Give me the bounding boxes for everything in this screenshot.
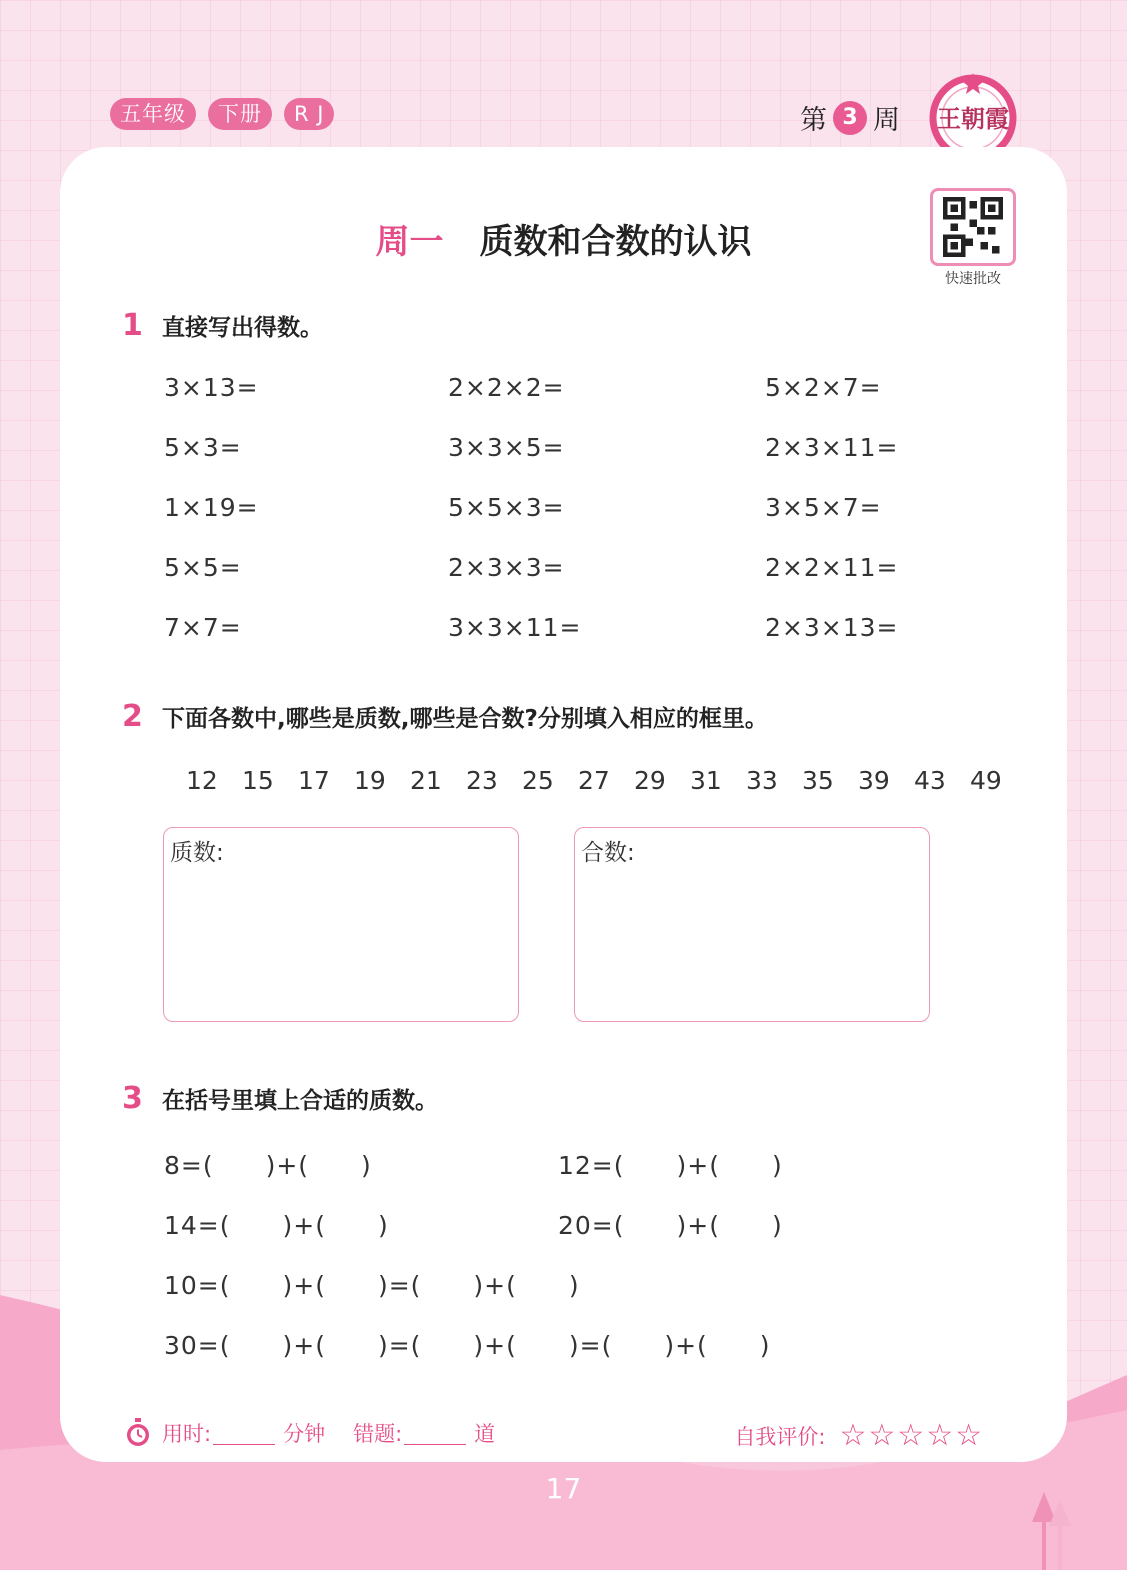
grade-tags — [110, 98, 334, 130]
self-eval-label: 自我评价: — [734, 1424, 826, 1449]
question-1-heading — [122, 308, 323, 343]
number-item: 23 — [466, 766, 498, 795]
q3-equation: 10=( )+( )=( )+( ) — [164, 1271, 580, 1300]
composite-label: 合数: — [581, 840, 635, 866]
number-item: 21 — [410, 766, 442, 795]
edition-tag: R J — [284, 98, 334, 130]
question-number: 3 — [122, 1081, 143, 1116]
prime-label: 质数: — [170, 840, 224, 866]
q1-expression: 5×5= — [164, 553, 242, 582]
seal-text: 王朝霞 — [937, 104, 1009, 133]
number-item: 39 — [858, 766, 890, 795]
number-item: 49 — [970, 766, 1002, 795]
number-item: 35 — [802, 766, 834, 795]
q1-expression: 2×3×13= — [765, 613, 899, 642]
stopwatch-icon — [124, 1418, 152, 1448]
q1-expression: 1×19= — [164, 493, 259, 522]
question-3-heading — [122, 1081, 438, 1116]
worksheet-card — [60, 147, 1067, 1462]
number-item: 43 — [914, 766, 946, 795]
q1-expression: 2×3×11= — [765, 433, 899, 462]
title-topic: 质数和合数的认识 — [479, 222, 752, 262]
q3-equation: 30=( )+( )=( )+( )=( )+( ) — [164, 1331, 771, 1360]
q1-expression: 3×3×5= — [448, 433, 565, 462]
footer — [124, 1418, 984, 1453]
time-unit: 分钟 — [283, 1422, 326, 1446]
number-item: 12 — [186, 766, 218, 795]
q3-equation: 14=( )+( ) — [164, 1211, 389, 1240]
q3-equation: 12=( )+( ) — [558, 1151, 783, 1180]
q1-expression: 2×3×3= — [448, 553, 565, 582]
page-number: 17 — [545, 1472, 582, 1505]
q1-expression: 3×3×11= — [448, 613, 582, 642]
question-text: 直接写出得数。 — [162, 315, 323, 341]
qr-label: 快速批改 — [945, 271, 1001, 287]
q1-expression: 2×2×11= — [765, 553, 899, 582]
grade-tag: 五年级 — [110, 98, 196, 130]
week-number: 3 — [833, 101, 867, 135]
errors-blank[interactable] — [404, 1422, 466, 1445]
q3-equation: 8=( )+( ) — [164, 1151, 372, 1180]
question-2-heading — [122, 699, 768, 734]
q1-expression: 2×2×2= — [448, 373, 565, 402]
time-label: 用时: — [162, 1422, 212, 1446]
composite-answer-box[interactable] — [574, 827, 930, 1022]
title-day: 周一 — [375, 222, 444, 262]
q1-expression: 5×2×7= — [765, 373, 882, 402]
volume-tag: 下册 — [208, 98, 272, 130]
q1-expression: 5×5×3= — [448, 493, 565, 522]
time-blank[interactable] — [213, 1422, 275, 1445]
question-text: 下面各数中,哪些是质数,哪些是合数?分别填入相应的框里。 — [162, 706, 768, 732]
question-number: 1 — [122, 308, 143, 343]
number-item: 31 — [690, 766, 722, 795]
number-item: 19 — [354, 766, 386, 795]
week-label: 第 3 周 — [800, 98, 900, 137]
errors-label: 错题: — [353, 1422, 403, 1446]
q3-equation: 20=( )+( ) — [558, 1211, 783, 1240]
number-item: 15 — [242, 766, 274, 795]
rating-stars[interactable]: ☆☆☆☆☆ — [839, 1418, 984, 1453]
question-number: 2 — [122, 699, 143, 734]
page-title — [0, 214, 1127, 263]
prime-answer-box[interactable] — [163, 827, 519, 1022]
q1-expression: 5×3= — [164, 433, 242, 462]
q1-expression: 3×13= — [164, 373, 259, 402]
arrow-up-decoration-icon — [1030, 1492, 1075, 1570]
errors-unit: 道 — [474, 1422, 496, 1446]
q1-expression: 3×5×7= — [765, 493, 882, 522]
number-item: 17 — [298, 766, 330, 795]
question-text: 在括号里填上合适的质数。 — [162, 1088, 438, 1114]
number-item: 25 — [522, 766, 554, 795]
number-list — [186, 766, 1002, 795]
number-item: 33 — [746, 766, 778, 795]
number-item: 27 — [578, 766, 610, 795]
q1-expression: 7×7= — [164, 613, 242, 642]
number-item: 29 — [634, 766, 666, 795]
